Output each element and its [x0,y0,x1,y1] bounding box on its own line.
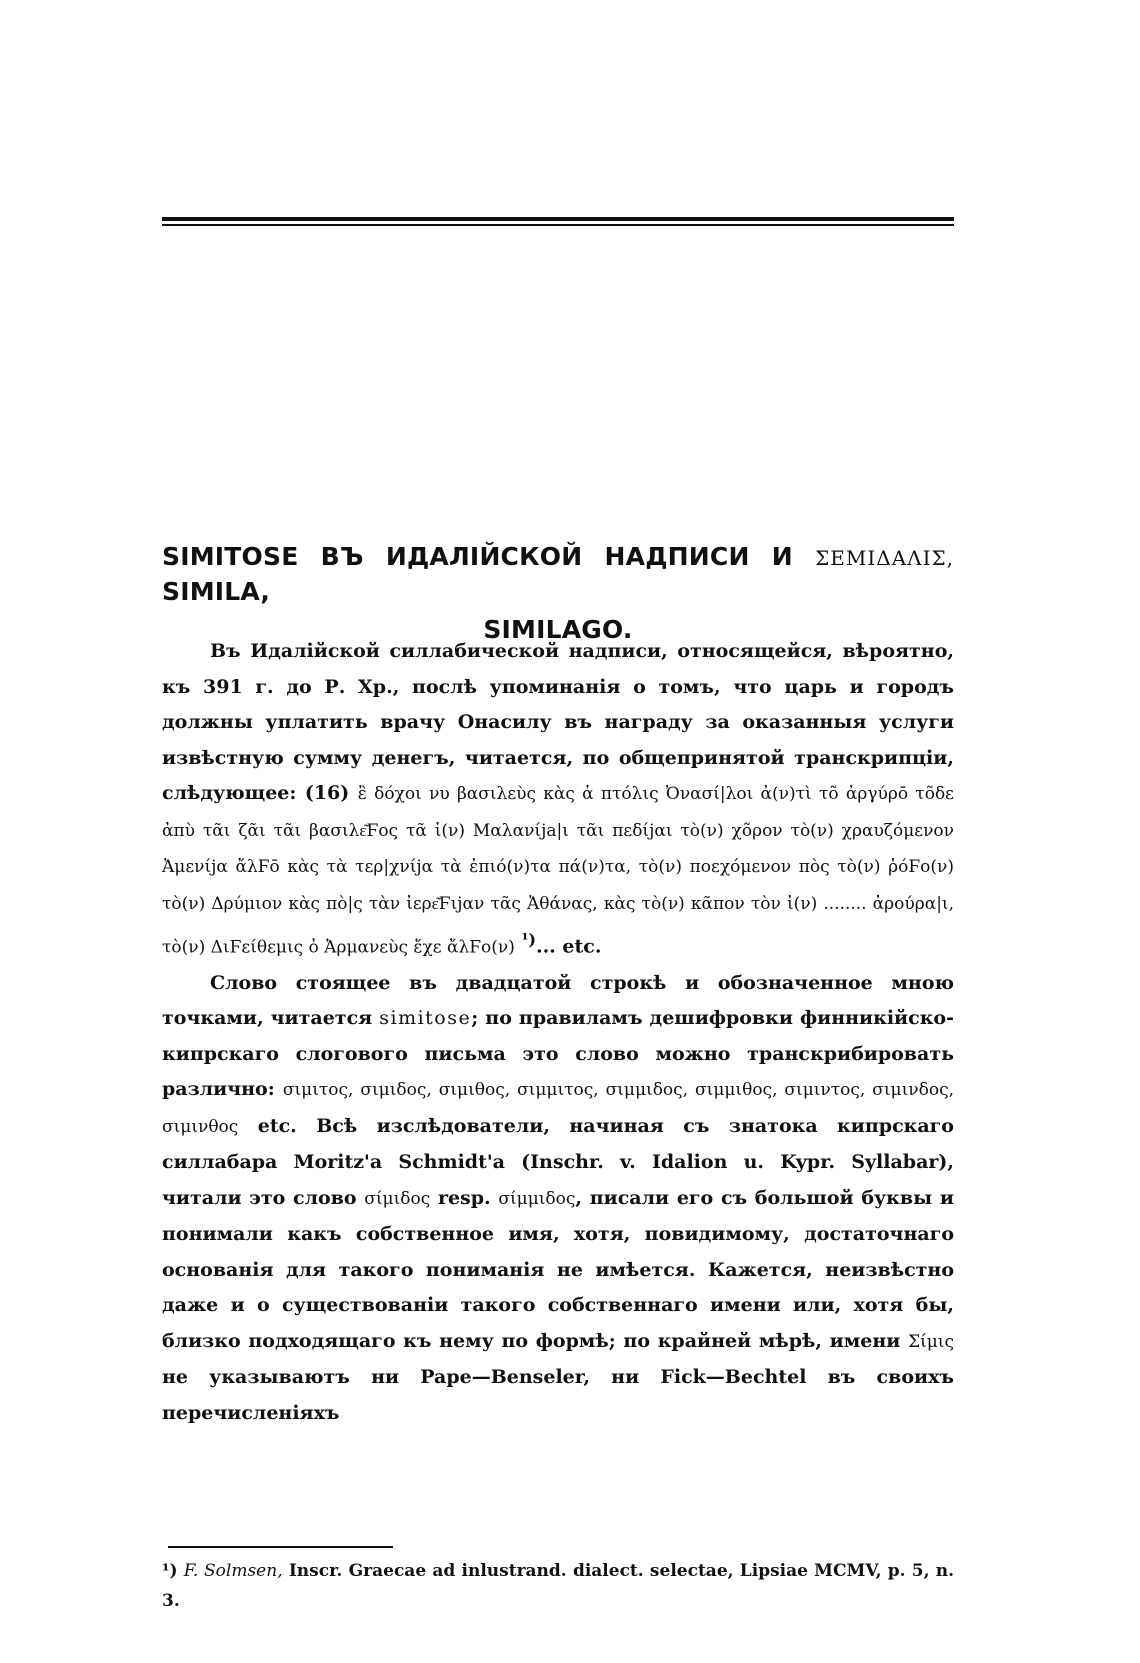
greek-inscription: ἒ δόχοι νυ βασιλεὺς κὰς ἀ πτόλις Ὀνασί|λοι ἀ(ν)τὶ τõ ἀργύρō τõδε ἀπὺ τᾶι ζᾶι τᾶι βασιλε͂Ϝος τᾶ ἰ(ν) Μαλανίja|ι τᾶι πεδίjαι τὸ(ν) χõρον τὸ(ν) χραυζόμενον Ἀμενίjα ἄλϜō κὰς τὰ τερ|χνίjα τὰ ἐπιό(ν)τα πά(ν)τα, τὸ(ν) ποεχόμενον πὸς τὸ(ν) ῥόϜο(ν) τὸ(ν) Δρύμιον κὰς πὸ|ς τὰν ἰερε͂Ϝιjαν τᾶς Ἀθάνας, κὰς τὸ(ν) κᾶπον τὸν ἰ(ν) ........ ἀρούρα|ι, τὸ(ν) ΔιϜείθεμις ὀ Ἀρμανεὺς ἔχε ἄλϜο(ν) [162,784,954,958]
p2-part4: resp. [437,1186,491,1209]
title-line-2: SIMILAGO. [483,615,633,644]
spaced-word-simitose: simitose [379,1007,472,1030]
p2-part3: etc. Всѣ изслѣдователи, начиная съ знатока кипрскаго силлабара Moritz'a Schmidt'a (Inschr. v. Idalion u. Kypr. Syllabar), читали это слово [162,1114,954,1209]
title-line-1 [162,540,954,609]
footnote-author: F. Solmsen, [183,1561,283,1581]
paragraph-1-text: Въ Идалійской силлабической надписи, относящейся, вѣроятно, къ 391 г. до Р. Хр., послѣ упоминанія о томъ, что царь и городъ должны уплатить врачу Онасилу въ награду за оказанныя услуги извѣстную сумму денегъ, читается, по общепринятой транскрипціи, слѣдующее: (16) [162,640,954,804]
paragraph-2 [162,966,954,1432]
title-line1-end: SIMILA, [162,577,271,606]
p2-part2: ; по правиламъ дешифровки финникійско-кипрскаго слогового письма это слово можно транскрибировать различно: [162,1007,954,1101]
top-double-rule [162,217,954,226]
footnote-reference: ¹) [521,930,536,949]
title-bold-part: SIMITOSE ВЪ ИДАЛІЙСКОЙ НАДПИСИ И [162,542,793,571]
title-greek-word: ΣΕΜΙΔΑΛΙΣ, [815,546,954,570]
p2-part1: Слово стоящее въ двадцатой строкѣ и обозначенное мною точками, читается [162,971,954,1030]
greek-simis: Σίμις [908,1331,954,1352]
paragraph-1-ending: ... etc. [535,935,602,958]
footnote [162,1556,954,1616]
p2-part6: не указываютъ ни Pape—Benseler, ни Fick—Bechtel въ своихъ перечисленіяхъ [162,1366,954,1424]
greek-simidos: σίμιδος [364,1188,431,1209]
greek-transcriptions: σιμιτος, σιμιδος, σιμιθος, σιμμιτος, σιμμιδος, σιμμιθος, σιμιντος, σιμινδος, σιμινθος [162,1080,954,1137]
greek-simmidos: σίμμιδος [498,1188,576,1209]
paragraph-1 [162,634,954,966]
footnote-marker: ¹) [162,1561,178,1581]
article-title [162,540,954,647]
article-body [162,634,954,1431]
footnote-rule [168,1546,393,1548]
footnote-text: Inscr. Graecae ad inlustrand. dialect. selectae, Lipsiae MCMV, p. 5, n. 3. [162,1561,955,1611]
p2-part5: , писали его съ большой буквы и понимали какъ собственное имя, хотя, повидимому, достаточнаго основанія для такого пониманія не имѣется. Кажется, неизвѣстно даже и о существованіи такого собственнаго имени или, хотя бы, близко подходящаго къ нему по формѣ; по крайней мѣрѣ, имени [162,1186,954,1352]
